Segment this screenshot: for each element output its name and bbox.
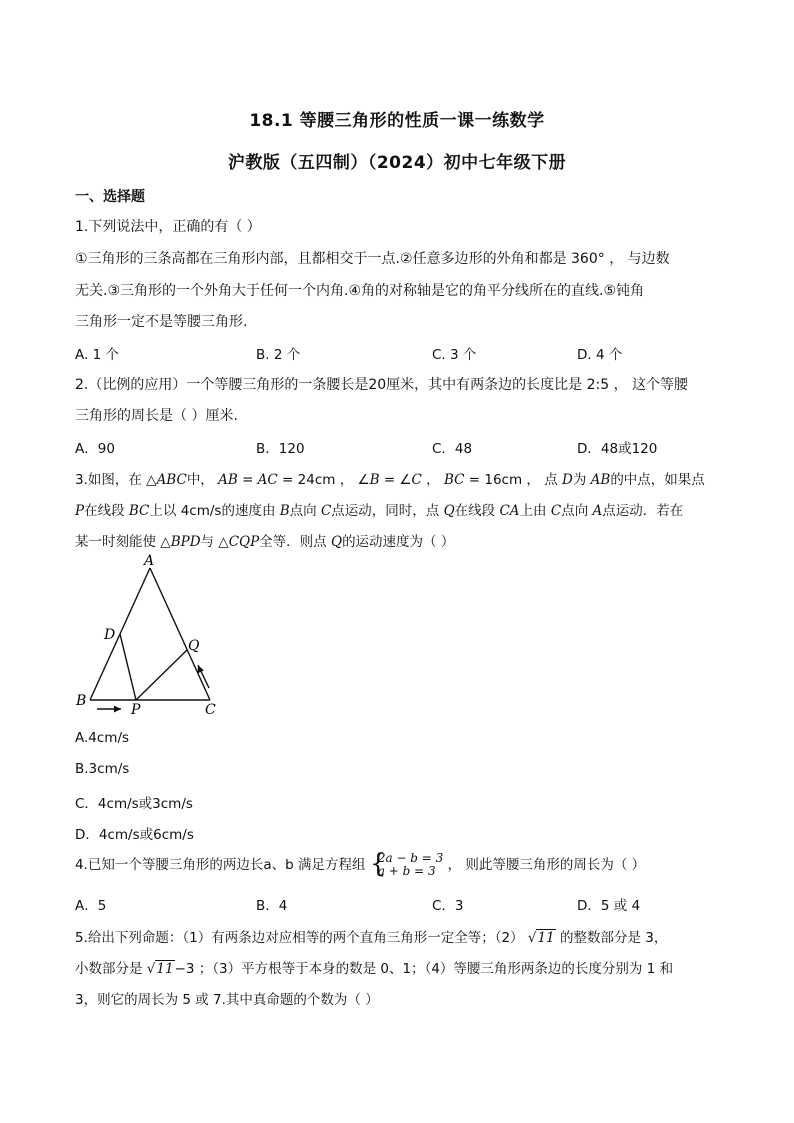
- q3-text: 上以 4cm/s的速度由: [149, 503, 280, 519]
- label-d: D: [104, 627, 116, 643]
- statement-number-4: ④: [348, 283, 362, 299]
- statement-number-3: ③: [107, 283, 121, 299]
- q3-math: Q: [330, 534, 343, 550]
- q5-text: 小数部分是: [75, 961, 147, 977]
- q2-option-b[interactable]: B．120: [256, 441, 305, 457]
- q3-math: BC: [443, 472, 465, 488]
- statement-number-2: ②: [400, 251, 413, 267]
- equation-2: a + b = 3: [377, 864, 436, 878]
- q3-math: BC: [128, 503, 150, 519]
- label-c: C: [205, 702, 216, 718]
- q3-text: 上由: [519, 503, 551, 519]
- q1-statements-line3: 三角形一定不是等腰三角形.: [75, 314, 248, 330]
- q3-math: C: [411, 472, 422, 488]
- q1-statements-line2: [75, 280, 644, 300]
- segment-ac: [150, 568, 210, 700]
- q4-stem: [75, 849, 646, 879]
- q3-text: 点运动．若在: [602, 503, 684, 519]
- q3-math: AB = AC: [218, 472, 278, 488]
- q3-math: B: [369, 472, 380, 488]
- q2-option-d[interactable]: D．48或120: [577, 441, 658, 457]
- q3-text: 在线段: [454, 503, 500, 519]
- q4-text: 4.已知一个等腰三角形的两边长a、b 满足方程组: [75, 857, 366, 873]
- statement-5: 钝角: [616, 283, 645, 299]
- brace-icon: {: [369, 849, 387, 879]
- q1-option-c[interactable]: C. 3 个: [432, 347, 477, 363]
- q2-option-a[interactable]: A．90: [75, 441, 115, 457]
- sqrt-11: √11: [527, 930, 555, 946]
- q3-math: ABC: [156, 472, 187, 488]
- q3-text: 3.如图，在 △: [75, 472, 157, 488]
- q3-text: ，: [421, 472, 444, 488]
- label-a: A: [144, 553, 155, 569]
- equation-1: 2a − b = 3: [377, 851, 444, 865]
- statement-3: 三角形的一个外角大于任何一个内角.: [120, 283, 349, 299]
- q3-text: 的运动速度为（ ）: [342, 534, 455, 550]
- q1-option-b[interactable]: B. 2 个: [256, 347, 301, 363]
- statement-number-1: ①: [75, 251, 88, 267]
- q3-text: 点运动，同时，点: [331, 503, 444, 519]
- q3-line2: [75, 499, 683, 519]
- q3-option-c[interactable]: C．4cm/s或3cm/s: [75, 796, 193, 812]
- q3-math: P: [75, 503, 85, 519]
- segment-pq: [136, 650, 187, 700]
- sqrt-11: √11: [146, 961, 174, 977]
- triangle-figure: [70, 550, 230, 720]
- statement-1: 三角形的三条高都在三角形内部，且都相交于一点.: [87, 251, 401, 267]
- page-subtitle: 沪教版（五四制）（2024）初中七年级下册: [227, 153, 567, 173]
- q1-statements-line1: [75, 248, 670, 268]
- arrowhead-right-icon: [114, 706, 121, 713]
- q3-text: 与 △: [200, 534, 229, 550]
- q3-math: BPD: [170, 534, 201, 550]
- equation-system: [369, 849, 444, 879]
- q3-line3: [75, 530, 454, 550]
- q2-line1: 2.（比例的应用）一个等腰三角形的一条腰长是20厘米，其中有两条边的长度比是 2:5 ， 这个等腰: [75, 377, 689, 393]
- q3-math: C: [320, 503, 332, 519]
- q5-line3: 3，则它的周长为 5 或 7.其中真命题的个数为（ ）: [75, 992, 379, 1008]
- radicand: 11: [537, 930, 555, 946]
- q3-text: = ∠: [379, 472, 412, 488]
- q3-text: 点向: [561, 503, 593, 519]
- q4-option-c[interactable]: C．3: [432, 898, 464, 914]
- q3-math: B: [279, 503, 290, 519]
- q3-text: 全等．则点: [259, 534, 331, 550]
- statement-2-cont: 无关.: [75, 283, 108, 299]
- statement-2: 任意多边形的外角和都是 360° ， 与边数: [412, 251, 670, 267]
- q4-option-a[interactable]: A．5: [75, 898, 107, 914]
- q4-option-d[interactable]: D．5 或 4: [577, 898, 641, 914]
- q3-text: 在线段: [84, 503, 129, 519]
- q3-text: = 24cm ， ∠: [277, 472, 370, 488]
- page-title: 18.1 等腰三角形的性质一课一练数学: [249, 111, 545, 131]
- q3-math: D: [562, 472, 573, 488]
- q4-text: ， 则此等腰三角形的周长为（ ）: [447, 857, 646, 873]
- q2-line2: 三角形的周长是（ ）厘米.: [75, 408, 238, 424]
- q3-text: 某一时刻能使 △: [75, 534, 171, 550]
- label-p: P: [131, 702, 141, 718]
- q3-math: CQP: [228, 534, 260, 550]
- q3-text: 点向: [289, 503, 321, 519]
- q3-text: 的中点，如果点: [610, 472, 705, 488]
- q3-text: 为: [572, 472, 591, 488]
- label-b: B: [76, 693, 87, 709]
- statement-4: 角的对称轴是它的角平分线所在的直线.: [361, 283, 604, 299]
- q3-option-b[interactable]: B.3cm/s: [75, 761, 130, 777]
- q3-text: = 16cm ， 点: [464, 472, 563, 488]
- q3-math: A: [592, 503, 603, 519]
- q3-text: 中，: [186, 472, 219, 488]
- q3-option-a[interactable]: A.4cm/s: [75, 730, 130, 746]
- q5-line2: [75, 957, 673, 977]
- section-heading: 一、选择题: [75, 189, 145, 205]
- q3-math: Q: [443, 503, 455, 519]
- q5-text: −3 ；（3）平方根等于本身的数是 0、1；（4）等腰三角形两条边的长度分别为 1 和: [174, 961, 674, 977]
- q2-option-c[interactable]: C．48: [432, 441, 473, 457]
- q3-math: CA: [499, 503, 520, 519]
- radicand: 11: [156, 961, 174, 977]
- q4-option-b[interactable]: B．4: [256, 898, 288, 914]
- q3-line1: [75, 468, 705, 488]
- q3-math: AB: [590, 472, 611, 488]
- q1-stem: 1.下列说法中，正确的有（ ）: [75, 219, 261, 235]
- q3-option-d[interactable]: D．4cm/s或6cm/s: [75, 827, 194, 843]
- arrowhead-up-icon: [198, 665, 204, 674]
- q1-option-d[interactable]: D. 4 个: [577, 347, 623, 363]
- q5-line1: [75, 926, 667, 946]
- statement-number-5: ⑤: [603, 283, 617, 299]
- q5-text: 5.给出下列命题：（1）有两条边对应相等的两个直角三角形一定全等；（2）: [75, 930, 528, 946]
- segment-dp: [120, 634, 136, 700]
- q1-option-a[interactable]: A. 1 个: [75, 347, 119, 363]
- label-q: Q: [188, 638, 200, 654]
- q5-text: 的整数部分是 3，: [555, 930, 668, 946]
- q3-math: C: [550, 503, 562, 519]
